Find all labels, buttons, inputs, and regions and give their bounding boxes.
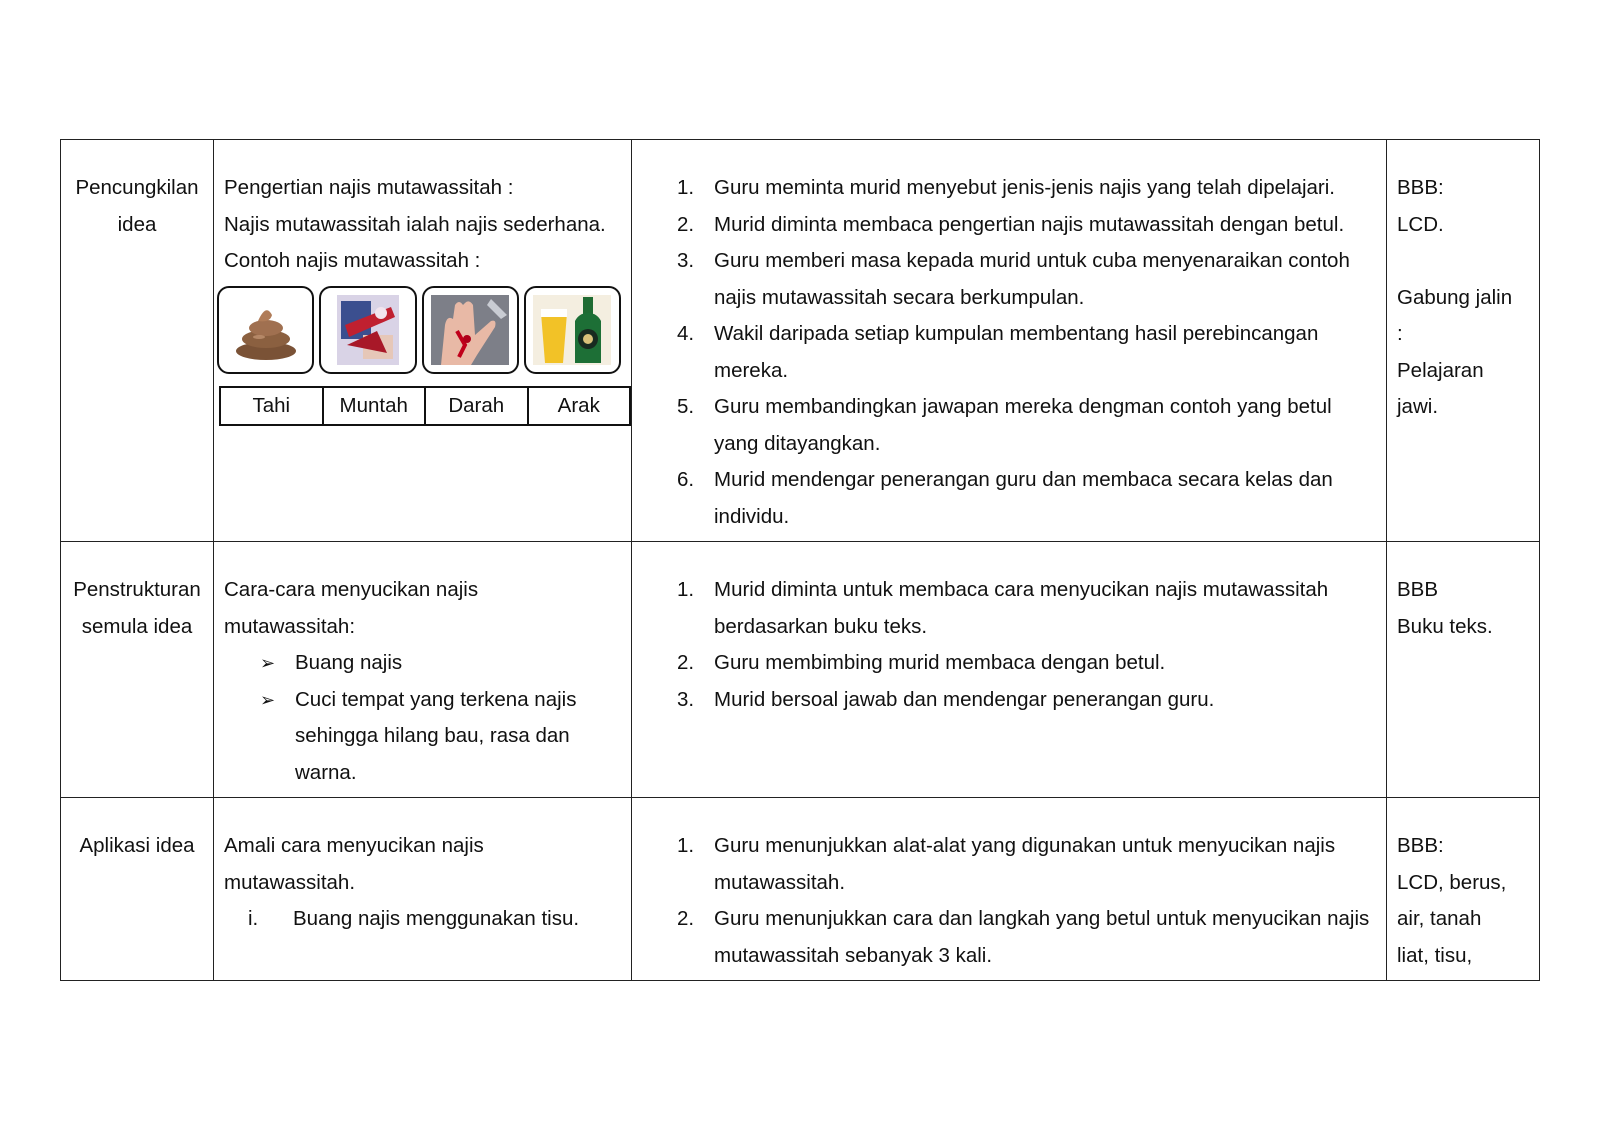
lesson-plan-table	[60, 139, 1540, 981]
notes-cell	[1387, 798, 1540, 981]
step-text: Murid diminta membaca pengertian najis mutawassitah dengan betul.	[714, 212, 1345, 236]
label-muntah: Muntah	[324, 388, 427, 424]
note-line: BBB:	[1397, 834, 1444, 857]
stage-cell	[61, 140, 214, 542]
list-item	[677, 572, 1376, 645]
step-number: 2.	[677, 651, 695, 674]
content-line: Najis mutawassitah ialah najis sederhana.	[224, 212, 606, 236]
note-line: liat, tisu,	[1397, 943, 1473, 967]
activities-cell	[632, 798, 1387, 981]
arrow-bullet-icon: ➢	[260, 689, 276, 710]
step-text: Murid bersoal jawab dan mendengar penerangan guru.	[714, 687, 1215, 711]
list-item	[677, 462, 1376, 535]
step-text: Guru membandingkan jawapan mereka dengman contoh yang betul yang ditayangkan.	[714, 395, 1332, 455]
list-item	[677, 828, 1376, 901]
roman-text: Buang najis menggunakan tisu.	[293, 907, 580, 930]
example-labels	[219, 386, 631, 426]
notes-cell	[1387, 140, 1540, 542]
note-line	[1397, 243, 1529, 280]
note-line: LCD, berus,	[1397, 870, 1507, 894]
stage-label: Penstrukturan semula idea	[73, 578, 201, 638]
content-cell	[214, 140, 632, 542]
step-text: Guru membimbing murid membaca dengan betul.	[714, 651, 1166, 674]
step-number: 6.	[677, 468, 695, 491]
list-item	[677, 243, 1376, 316]
table-row	[61, 140, 1540, 542]
activity-list	[642, 828, 1376, 974]
note-line: Pelajaran	[1397, 358, 1484, 382]
vomit-icon	[319, 286, 416, 374]
list-item	[677, 901, 1376, 974]
content-line: mutawassitah.	[224, 870, 356, 894]
step-number: 1.	[677, 578, 695, 601]
step-text: Wakil daripada setiap kumpulan membentang hasil perebincangan mereka.	[714, 322, 1319, 382]
content-line: Pengertian najis mutawassitah :	[224, 176, 514, 199]
content-line: Contoh najis mutawassitah :	[224, 249, 481, 272]
note-line: BBB:	[1397, 176, 1444, 199]
list-item	[677, 170, 1376, 207]
list-item	[260, 682, 621, 792]
content-line: Cara-cara menyucikan najis	[224, 578, 479, 601]
step-number: 5.	[677, 395, 695, 418]
stage-cell	[61, 798, 214, 981]
step-number: 3.	[677, 687, 695, 711]
content-line: Amali cara menyucikan najis	[224, 834, 484, 857]
activities-cell	[632, 542, 1387, 798]
list-item	[224, 901, 621, 938]
step-number: 1.	[677, 176, 695, 199]
list-item	[677, 316, 1376, 389]
stage-label: Aplikasi idea	[79, 834, 195, 857]
notes-cell	[1387, 542, 1540, 798]
list-item	[677, 389, 1376, 462]
list-item	[260, 645, 621, 682]
feces-icon	[217, 286, 314, 374]
step-text: Murid mendengar penerangan guru dan membaca secara kelas dan individu.	[714, 468, 1333, 528]
label-darah: Darah	[426, 388, 529, 424]
step-text: Guru meminta murid menyebut jenis-jenis najis yang telah dipelajari.	[714, 176, 1335, 199]
stage-label: Pencungkilan idea	[75, 176, 199, 236]
step-number: 1.	[677, 834, 695, 857]
roman-number: i.	[248, 907, 259, 930]
note-line: Buku teks.	[1397, 614, 1493, 638]
step-number: 2.	[677, 907, 695, 930]
content-line: mutawassitah:	[224, 614, 356, 638]
list-item	[677, 682, 1376, 719]
note-line: BBB	[1397, 578, 1439, 601]
example-pictures	[217, 286, 621, 374]
step-number: 3.	[677, 249, 695, 272]
note-line: jawi.	[1397, 395, 1439, 418]
note-line: Gabung jalin	[1397, 285, 1513, 309]
activities-cell	[632, 140, 1387, 542]
stage-cell	[61, 542, 214, 798]
label-tahi: Tahi	[221, 388, 324, 424]
arrow-bullet-icon: ➢	[260, 653, 276, 673]
activity-list	[642, 170, 1376, 535]
table-row	[61, 798, 1540, 981]
bullet-text: Buang najis	[295, 651, 403, 674]
step-text: Guru memberi masa kepada murid untuk cuba menyenaraikan contoh najis mutawassitah secara berkumpulan.	[714, 249, 1350, 309]
list-item	[677, 207, 1376, 244]
content-cell	[214, 798, 632, 981]
list-item	[677, 645, 1376, 682]
step-text: Guru menunjukkan alat-alat yang digunakan untuk menyucikan najis mutawassitah.	[714, 834, 1336, 894]
content-cell	[214, 542, 632, 798]
blood-hand-icon	[422, 286, 519, 374]
step-number: 4.	[677, 322, 695, 345]
activity-list	[642, 572, 1376, 718]
alcohol-bottle-icon	[524, 286, 621, 374]
table-row	[61, 542, 1540, 798]
step-text: Murid diminta untuk membaca cara menyucikan najis mutawassitah berdasarkan buku teks.	[714, 578, 1329, 638]
step-number: 2.	[677, 212, 695, 236]
note-line: LCD.	[1397, 212, 1444, 236]
note-line: air, tanah	[1397, 907, 1482, 930]
bullet-text: Cuci tempat yang terkena najis sehingga hilang bau, rasa dan warna.	[295, 687, 577, 784]
label-arak: Arak	[557, 393, 600, 417]
note-line: :	[1397, 322, 1403, 345]
method-list	[224, 645, 621, 791]
step-text: Guru menunjukkan cara dan langkah yang betul untuk menyucikan najis mutawassitah sebanyak 3 kali.	[714, 907, 1370, 967]
